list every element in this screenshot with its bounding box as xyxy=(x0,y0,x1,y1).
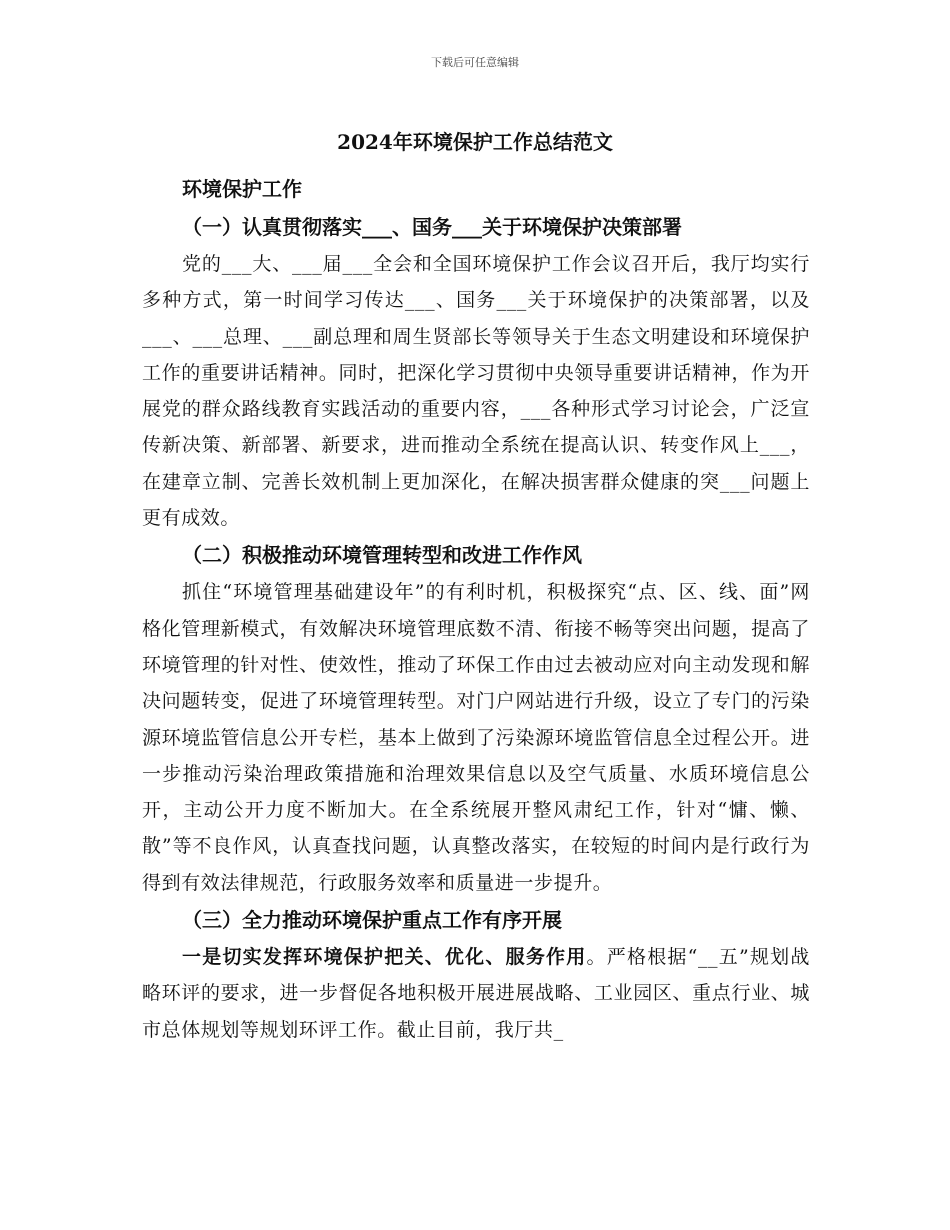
document-title: 2024年环境保护工作总结范文 xyxy=(337,130,613,154)
section-3-paragraph xyxy=(142,939,810,1048)
section-3-lead: 一是切实发挥环境保护把关、优化、服务作用 xyxy=(182,946,587,969)
main-heading: 环境保护工作 xyxy=(182,177,302,201)
document-body xyxy=(142,170,810,1048)
section-1-paragraph: 党的___大、___届___全会和全国环境保护工作会议召开后，我厅均实行多种方式，第一时间学习传达___、国务___关于环境保护的决策部署，以及___、___总理、___副总理和周生贤部长等领导关于生态文明建设和环境保护工作的重要讲话精神。同时，把深化学习贯彻中央领导重要讲话精神，作为开展党的群众路线教育实践活动的重要内容，___各种形式学习讨论会，广泛宣传新决策、新部署、新要求，进而推动全系统在提高认识、转变作风上___，在建章立制、完善长效机制上更加深化，在解决损害群众健康的突___问题上更有成效。 xyxy=(142,253,810,530)
section-3-heading: （三）全力推动环境保护重点工作有序开展 xyxy=(182,908,562,933)
section-2-paragraph: 抓住“环境管理基础建设年”的有利时机，积极探究“点、区、线、面”网格化管理新模式，有效解决环境管理底数不清、衔接不畅等突出问题，提高了环境管理的针对性、使效性，推动了环保工作由过去被动应对向主动发现和解决问题转变，促进了环境管理转型。对门户网站进行升级，设立了专门的污染源环境监管信息公开专栏，基本上做到了污染源环境监管信息全过程公开。进一步推动污染治理政策措施和治理效果信息以及空气质量、水质环境信息公开，主动公开力度不断加大。在全系统展开整风肃纪工作，针对“慵、懒、散”等不良作风，认真查找问题，认真整改落实，在较短的时间内是行政行为得到有效法律规范，行政服务效率和质量进一步提升。 xyxy=(142,581,810,894)
page-header: 下载后可任意编辑 xyxy=(431,56,519,69)
section-3-text: 。严格根据“__五”规划战略环评的要求，进一步督促各地积极开展进展战略、工业园区、重点行业、城市总体规划等规划环评工作。截止目前，我厅共_ xyxy=(142,946,810,1041)
section-1-heading: （一）认真贯彻落实___、国务___关于环境保护决策部署 xyxy=(182,215,682,239)
section-2-heading: （二）积极推动环境管理转型和改进工作作风 xyxy=(182,543,582,568)
